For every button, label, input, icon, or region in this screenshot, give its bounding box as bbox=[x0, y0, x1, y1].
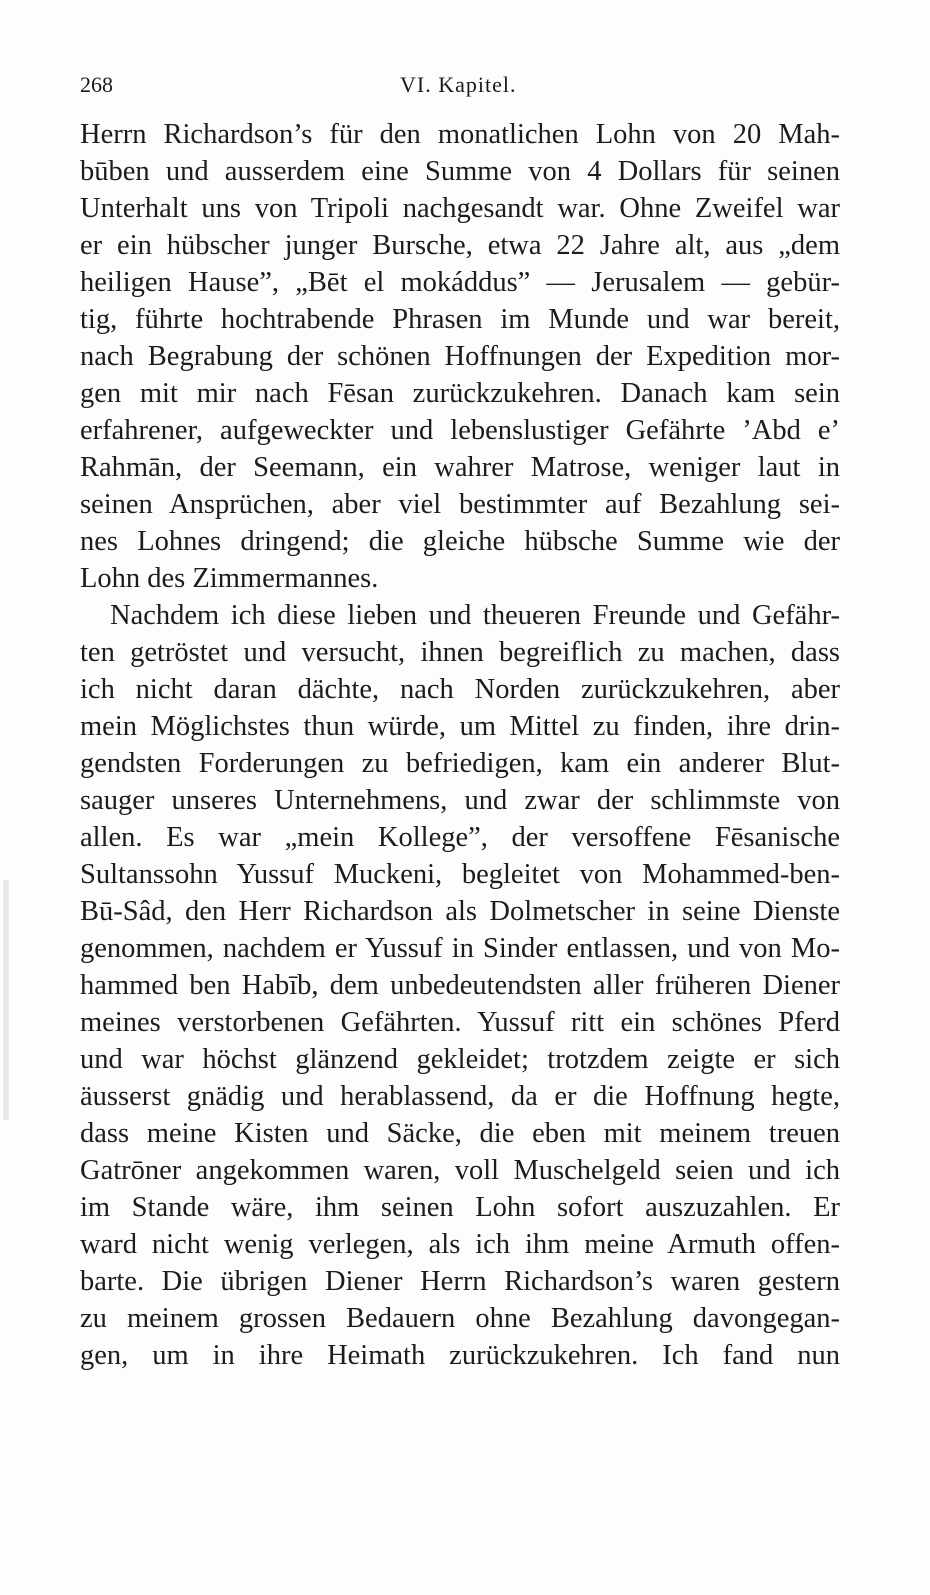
text-line: im Stande wäre, ihm seinen Lohn sofort auszuzahlen. Er bbox=[80, 1192, 840, 1223]
text-line: gendsten Forderungen zu befriedigen, kam ein anderer Blut- bbox=[80, 748, 840, 779]
paragraph-1 bbox=[80, 116, 840, 597]
text-line: Unterhalt uns von Tripoli nachgesandt war. Ohne Zweifel war bbox=[80, 193, 840, 224]
text-line: und war höchst glänzend gekleidet; trotzdem zeigte er sich bbox=[80, 1044, 840, 1075]
text-line: Gatrōner angekommen waren, voll Muschelgeld seien und ich bbox=[80, 1155, 840, 1186]
text-line: ten getröstet und versucht, ihnen begreiflich zu machen, dass bbox=[80, 637, 840, 668]
page-edge-shadow bbox=[3, 880, 9, 1120]
text-line: gen, um in ihre Heimath zurückzukehren. Ich fand nun bbox=[80, 1340, 840, 1371]
text-line: ward nicht wenig verlegen, als ich ihm meine Armuth offen- bbox=[80, 1229, 840, 1260]
running-head: VI. Kapitel. bbox=[400, 72, 517, 97]
text-line: mein Möglichstes thun würde, um Mittel zu finden, ihre drin- bbox=[80, 711, 840, 742]
text-line: gen mit mir nach Fēsan zurückzukehren. Danach kam sein bbox=[80, 378, 840, 409]
text-line: meines verstorbenen Gefährten. Yussuf ritt ein schönes Pferd bbox=[80, 1007, 840, 1038]
text-line: būben und ausserdem eine Summe von 4 Dollars für seinen bbox=[80, 156, 840, 187]
page-number: 268 bbox=[80, 72, 113, 97]
text-line: erfahrener, aufgeweckter und lebenslustiger Gefährte ’Abd e’ bbox=[80, 415, 840, 446]
text-line: hammed ben Habīb, dem unbedeutendsten aller früheren Diener bbox=[80, 970, 840, 1001]
text-line: seinen Ansprüchen, aber viel bestimmter auf Bezahlung sei- bbox=[80, 489, 840, 520]
text-line: nes Lohnes dringend; die gleiche hübsche Summe wie der bbox=[80, 526, 840, 557]
text-line: Bū-Sâd, den Herr Richardson als Dolmetscher in seine Dienste bbox=[80, 896, 840, 927]
text-line: Rahmān, der Seemann, ein wahrer Matrose, weniger laut in bbox=[80, 452, 840, 483]
body-text bbox=[80, 116, 840, 1374]
text-line: äusserst gnädig und herablassend, da er die Hoffnung hegte, bbox=[80, 1081, 840, 1112]
text-line: barte. Die übrigen Diener Herrn Richardson’s waren gestern bbox=[80, 1266, 840, 1297]
text-line: zu meinem grossen Bedauern ohne Bezahlung davongegan- bbox=[80, 1303, 840, 1334]
text-line: Nachdem ich diese lieben und theueren Freunde und Gefähr- bbox=[110, 600, 840, 631]
text-line: genommen, nachdem er Yussuf in Sinder entlassen, und von Mo- bbox=[80, 933, 840, 964]
text-line: heiligen Hause”, „Bēt el mokáddus” — Jerusalem — gebür- bbox=[80, 267, 840, 298]
text-line: Sultanssohn Yussuf Muckeni, begleitet von Mohammed-ben- bbox=[80, 859, 840, 890]
text-line: tig, führte hochtrabende Phrasen im Munde und war bereit, bbox=[80, 304, 840, 335]
text-line: dass meine Kisten und Säcke, die eben mit meinem treuen bbox=[80, 1118, 840, 1149]
text-line: Lohn des Zimmermannes. bbox=[80, 563, 379, 594]
page-header bbox=[80, 72, 840, 106]
text-line: Herrn Richardson’s für den monatlichen Lohn von 20 Mah- bbox=[80, 119, 840, 150]
text-line: ich nicht daran dächte, nach Norden zurückzukehren, aber bbox=[80, 674, 840, 705]
text-line: er ein hübscher junger Bursche, etwa 22 Jahre alt, aus „dem bbox=[80, 230, 840, 261]
text-line: allen. Es war „mein Kollege”, der versoffene Fēsanische bbox=[80, 822, 840, 853]
text-line: sauger unseres Unternehmens, und zwar der schlimmste von bbox=[80, 785, 840, 816]
paragraph-2 bbox=[80, 597, 840, 1374]
text-line: nach Begrabung der schönen Hoffnungen der Expedition mor- bbox=[80, 341, 840, 372]
